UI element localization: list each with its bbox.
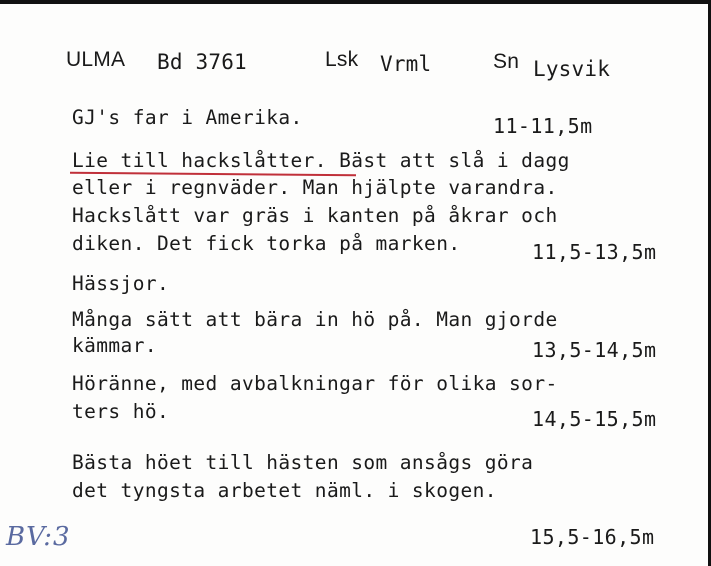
entry-2-line-1: Lie till hackslåtter. Bäst att slå i dagg bbox=[72, 149, 570, 172]
entry-5-line-1: Bästa höet till hästen som ansågs göra bbox=[72, 451, 534, 474]
entry-5-line-2: det tyngsta arbetet näml. i skogen. bbox=[72, 479, 497, 502]
parish-label: Sn bbox=[493, 50, 520, 73]
entry-4-line-1: Höränne, med avbalkningar för olika sor- bbox=[72, 372, 558, 395]
entry-3-ref: 13,5-14,5m bbox=[532, 338, 657, 362]
province-value: Vrml bbox=[380, 52, 432, 76]
entry-3-line-2: Många sätt att bära in hö på. Man gjorde bbox=[72, 308, 558, 331]
volume-number: Bd 3761 bbox=[157, 50, 247, 74]
handwritten-card-mark: BV:3 bbox=[6, 522, 71, 552]
card-top-edge bbox=[0, 0, 711, 4]
entry-2-line-4: diken. Det fick torka på marken. bbox=[72, 232, 461, 255]
entry-4-ref: 14,5-15,5m bbox=[532, 407, 657, 431]
entry-2-ref: 11,5-13,5m bbox=[532, 240, 657, 264]
archive-code: ULMA bbox=[66, 48, 126, 71]
parish-value: Lysvik bbox=[533, 57, 611, 81]
entry-5-ref: 15,5-16,5m bbox=[530, 525, 655, 549]
entry-3-line-3: kämmar. bbox=[72, 334, 157, 357]
entry-2-line-2: eller i regnväder. Man hjälpte varandra. bbox=[72, 176, 558, 199]
entry-2-line-3: Hackslått var gräs i kanten på åkrar och bbox=[72, 204, 558, 227]
entry-4-line-2: ters hö. bbox=[72, 400, 170, 423]
entry-1-line-1: GJ's far i Amerika. bbox=[72, 106, 303, 129]
province-label: Lsk bbox=[325, 48, 359, 71]
entry-1-ref: 11-11,5m bbox=[493, 114, 593, 138]
entry-3-line-1: Hässjor. bbox=[72, 272, 170, 295]
